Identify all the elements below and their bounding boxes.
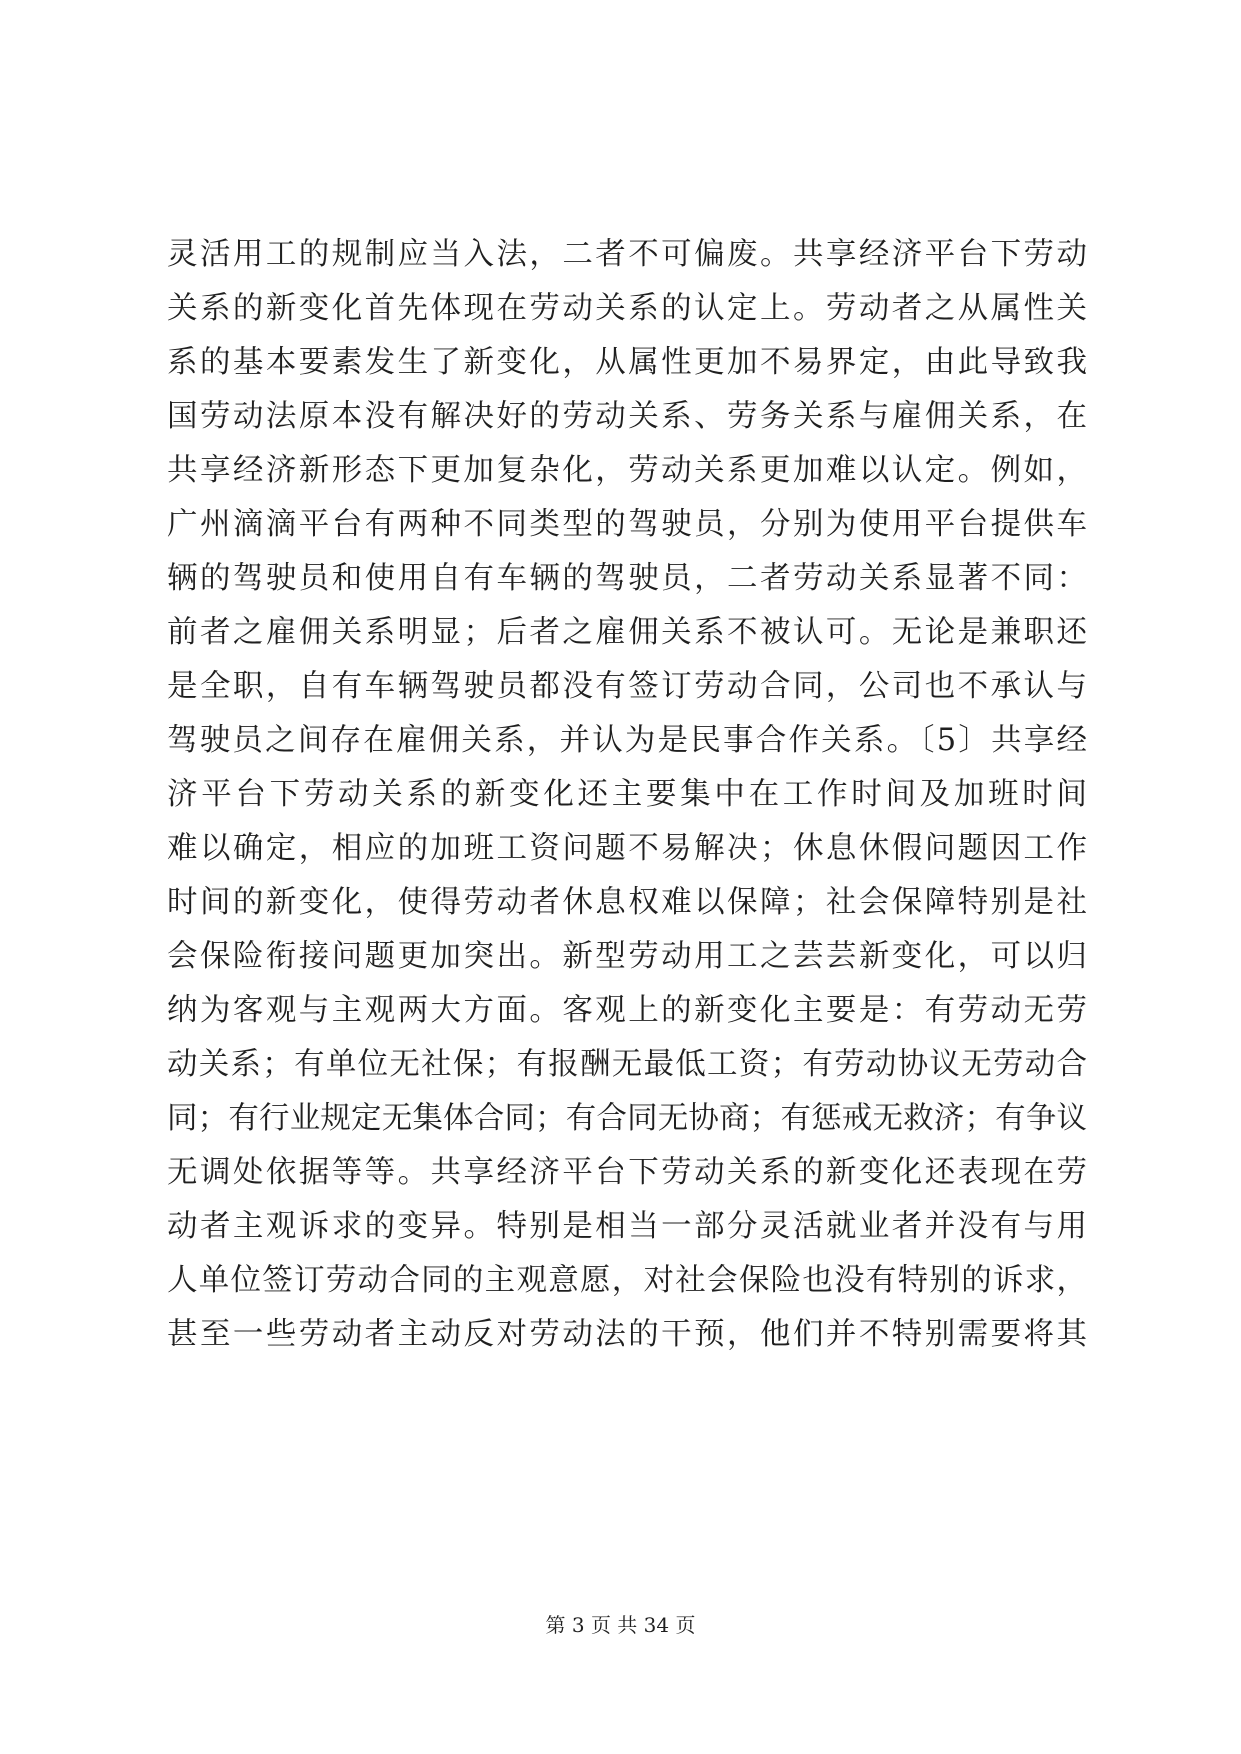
text-line: 难以确定，相应的加班工资问题不易解决；休息休假问题因工作 (167, 831, 1087, 866)
text-line: 甚至一些劳动者主动反对劳动法的干预，他们并不特别需要将其 (167, 1317, 1087, 1352)
text-line: 系的基本要素发生了新变化，从属性更加不易界定，由此导致我 (167, 345, 1087, 380)
text-line: 广州滴滴平台有两种不同类型的驾驶员，分别为使用平台提供车 (167, 507, 1087, 542)
text-line: 灵活用工的规制应当入法，二者不可偏废。共享经济平台下劳动 (167, 237, 1087, 272)
text-line: 关系的新变化首先体现在劳动关系的认定上。劳动者之从属性关 (167, 291, 1087, 326)
text-line: 辆的驾驶员和使用自有车辆的驾驶员，二者劳动关系显著不同： (167, 561, 1087, 596)
text-line: 会保险衔接问题更加突出。新型劳动用工之芸芸新变化，可以归 (167, 939, 1087, 974)
text-line: 驾驶员之间存在雇佣关系，并认为是民事合作关系。〔5〕共享经 (167, 723, 1087, 758)
text-line: 国劳动法原本没有解决好的劳动关系、劳务关系与雇佣关系，在 (167, 399, 1087, 434)
text-line: 无调处依据等等。共享经济平台下劳动关系的新变化还表现在劳 (167, 1155, 1087, 1190)
text-line: 纳为客观与主观两大方面。客观上的新变化主要是：有劳动无劳 (167, 993, 1087, 1028)
text-line: 时间的新变化，使得劳动者休息权难以保障；社会保障特别是社 (167, 885, 1087, 920)
text-line: 共享经济新形态下更加复杂化，劳动关系更加难以认定。例如， (167, 453, 1087, 488)
text-line: 动者主观诉求的变异。特别是相当一部分灵活就业者并没有与用 (167, 1209, 1087, 1244)
text-line: 人单位签订劳动合同的主观意愿，对社会保险也没有特别的诉求， (167, 1263, 1087, 1298)
text-line: 是全职，自有车辆驾驶员都没有签订劳动合同，公司也不承认与 (167, 669, 1087, 704)
text-line: 济平台下劳动关系的新变化还主要集中在工作时间及加班时间 (167, 777, 1087, 812)
text-line: 同；有行业规定无集体合同；有合同无协商；有惩戒无救济；有争议 (167, 1101, 1087, 1136)
page-number-footer: 第 3 页 共 34 页 (545, 1613, 696, 1637)
text-line: 动关系；有单位无社保；有报酬无最低工资；有劳动协议无劳动合 (167, 1047, 1087, 1082)
text-line: 前者之雇佣关系明显；后者之雇佣关系不被认可。无论是兼职还 (167, 615, 1087, 650)
